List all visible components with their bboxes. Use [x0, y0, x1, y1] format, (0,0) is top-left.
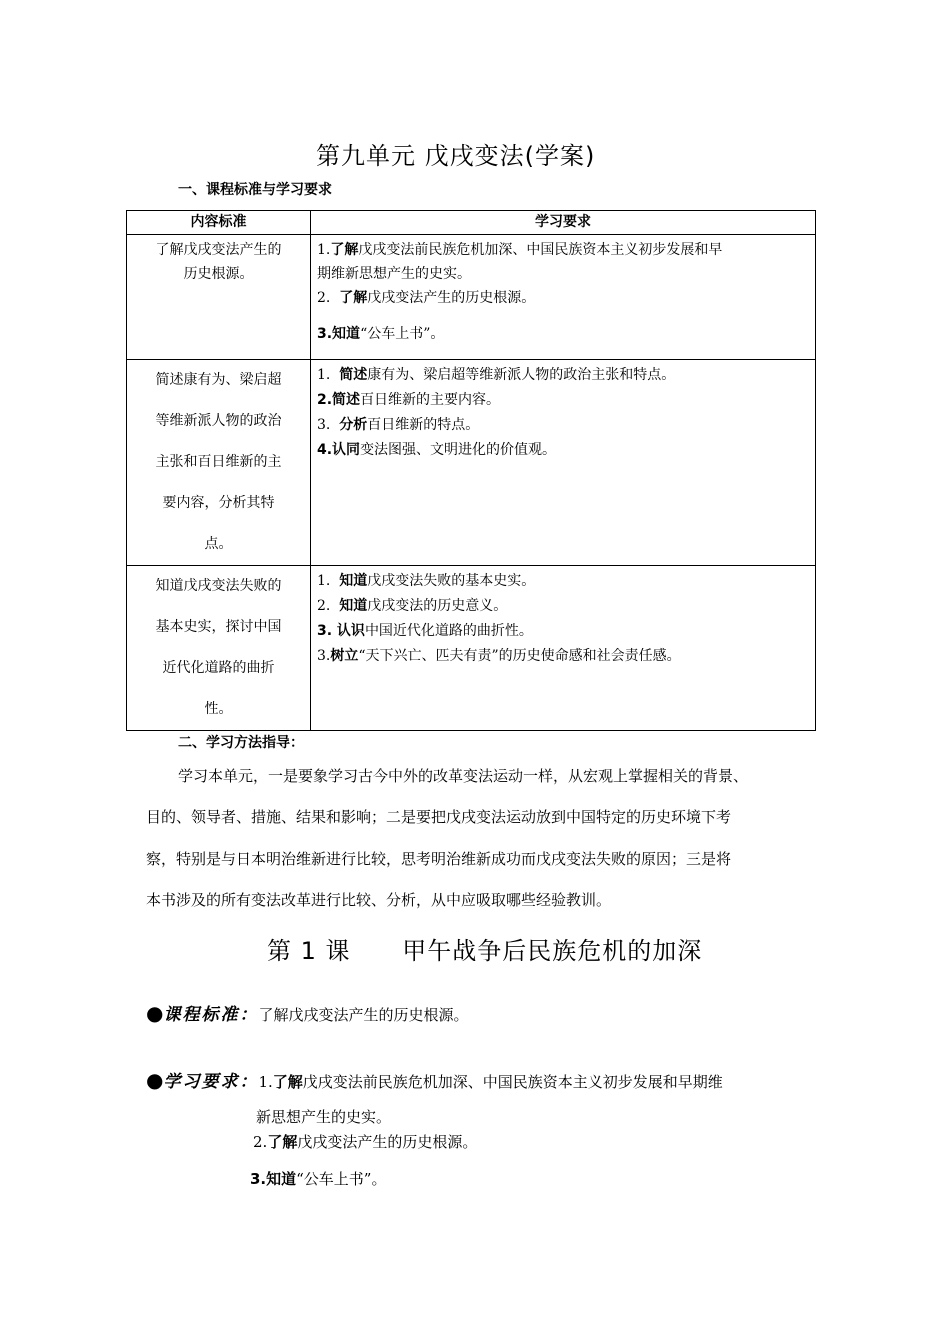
learning-req-line [146, 1067, 723, 1092]
requirement-line: 3.知道“公车上书”。 [317, 326, 445, 342]
req-prefix: 2. [253, 1133, 268, 1151]
learning-req-line [250, 1168, 386, 1189]
course-standard-text: 了解戊戌变法产生的历史根源。 [258, 1006, 469, 1024]
standard-cell [127, 360, 311, 566]
requirement-line: 4.认同变法图强、文明进化的价值观。 [317, 442, 557, 458]
table-header-row [127, 211, 816, 235]
table-header-standard: 内容标准 [127, 211, 311, 235]
table-row [127, 360, 816, 566]
standard-line: 基本史实，探讨中国 [155, 619, 282, 635]
req-keyword: 了解 [267, 1133, 298, 1151]
req-keyword: 了解 [272, 1073, 303, 1091]
standard-line: 近代化道路的曲折 [162, 660, 275, 676]
standard-cell [127, 566, 311, 731]
requirement-line: 1.了解戊戌变法前民族危机加深、中国民族资本主义初步发展和早 [317, 242, 723, 258]
req-prefix: 1. [258, 1073, 273, 1091]
method-line: 学习本单元，一是要象学习古今中外的改革变法运动一样，从宏观上掌握相关的背景、 [178, 767, 749, 785]
requirement-line: 3.树立“天下兴亡、匹夫有责”的历史使命感和社会责任感。 [317, 648, 681, 664]
requirement-line: 3. 认识中国近代化道路的曲折性。 [317, 623, 533, 639]
req-text: “公车上书”。 [296, 1170, 387, 1188]
requirement-cell [311, 566, 816, 731]
standard-line: 历史根源。 [183, 266, 254, 282]
learning-req-label: 学习要求： [163, 1072, 259, 1092]
requirement-cell [311, 235, 816, 360]
requirement-line: 2. 了解戊戌变法产生的历史根源。 [317, 290, 536, 306]
section-heading-method: 二、学习方法指导： [178, 735, 304, 751]
requirement-line: 期维新思想产生的史实。 [317, 266, 471, 282]
table-row [127, 566, 816, 731]
learning-req-line [253, 1131, 477, 1152]
req-text: 戊戌变法产生的历史根源。 [297, 1133, 478, 1151]
requirement-cell [311, 360, 816, 566]
method-line: 察，特别是与日本明治维新进行比较，思考明治维新成功而戊戌变法失败的原因；三是将 [146, 850, 732, 868]
standard-line: 性。 [204, 701, 233, 717]
standard-line: 知道戊戌变法失败的 [155, 578, 282, 594]
standard-cell [127, 235, 311, 360]
learning-req-line: 新思想产生的史实。 [256, 1108, 392, 1126]
requirement-line: 2.简述百日维新的主要内容。 [317, 392, 501, 408]
requirement-line: 2. 知道戊戌变法的历史意义。 [317, 598, 508, 614]
method-line: 本书涉及的所有变法改革进行比较、分析，从中应吸取哪些经验教训。 [146, 891, 612, 909]
standard-line: 主张和百日维新的主 [155, 454, 282, 470]
req-text: 戊戌变法前民族危机加深、中国民族资本主义初步发展和早期维 [302, 1073, 723, 1091]
bullet-icon: ● [146, 1001, 164, 1025]
standard-line: 点。 [204, 536, 233, 552]
table-row [127, 235, 816, 360]
bullet-icon: ● [146, 1068, 164, 1092]
section-heading-standards: 一、课程标准与学习要求 [178, 182, 332, 198]
standard-line: 要内容，分析其特 [162, 495, 275, 511]
requirement-line: 1. 简述康有为、梁启超等维新派人物的政治主张和特点。 [317, 367, 676, 383]
standards-table [126, 210, 816, 731]
requirement-line: 3. 分析百日维新的特点。 [317, 417, 480, 433]
req-keyword: 3.知道 [250, 1170, 297, 1188]
table-header-requirement: 学习要求 [311, 211, 816, 235]
document-title: 第九单元 戊戌变法(学案) [316, 142, 596, 170]
standard-line: 等维新派人物的政治 [155, 413, 282, 429]
lesson-title: 第 1 课 甲午战争后民族危机的加深 [267, 937, 703, 965]
standard-line: 了解戊戌变法产生的 [155, 242, 282, 258]
course-standard-label: 课程标准： [163, 1005, 259, 1025]
course-standard-line [146, 1000, 468, 1025]
requirement-line: 1. 知道戊戌变法失败的基本史实。 [317, 573, 536, 589]
standard-line: 简述康有为、梁启超 [155, 372, 282, 388]
method-line: 目的、领导者、措施、结果和影响；二是要把戊戌变法运动放到中国特定的历史环境下考 [146, 808, 732, 826]
